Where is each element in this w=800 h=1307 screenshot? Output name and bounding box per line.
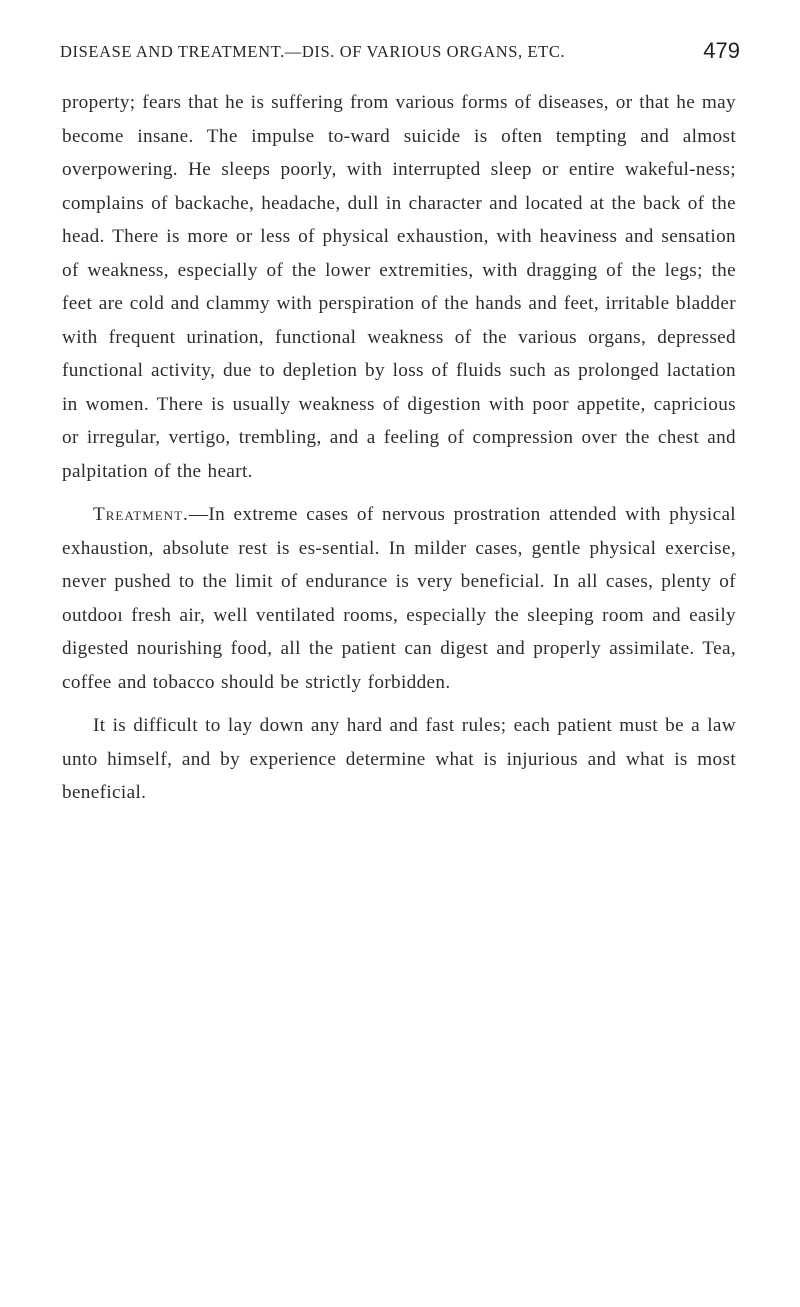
- treatment-text: —In extreme cases of nervous prostration attended with physical exhaustion, absolute rest is es-sential. In milder cases, gentle physical exercise, never pushed to the limit of endurance is very beneficial. In all cases, plenty of outdooı fresh air, well ventilated rooms, especially the sleeping room and easily digested nourishing food, all the patient can digest and properly assimilate. Tea, coffee and tobacco should be strictly forbidden.: [62, 504, 736, 693]
- treatment-heading: Treatment.: [93, 504, 189, 525]
- running-header: [60, 40, 740, 66]
- paragraph-symptoms: property; fears that he is suffering from various forms of diseases, or that he may become insane. The impulse to-ward suicide is often tempting and almost overpowering. He sleeps poorly, with interrupted sleep or entire wakeful-ness; complains of backache, headache, dull in character and located at the back of the head. There is more or less of physical exhaustion, with heaviness and sensation of weakness, especially of the lower extremities, with dragging of the legs; the feet are cold and clammy with perspiration of the hands and feet, irritable bladder with frequent urination, functional weakness of the various organs, depressed functional activity, due to depletion by loss of fluids such as prolonged lactation in women. There is usually weakness of digestion with poor appetite, capricious or irregular, vertigo, trembling, and a feeling of compression over the chest and palpitation of the heart.: [62, 92, 736, 482]
- running-title: DISEASE AND TREATMENT.—DIS. OF VARIOUS ORGANS, ETC.: [60, 42, 566, 61]
- body-text: [62, 86, 736, 810]
- paragraph-treatment: [62, 498, 736, 699]
- page-number: 479: [703, 38, 740, 63]
- paragraph-rules: It is difficult to lay down any hard and fast rules; each patient must be a law unto himself, and by experience determine what is injurious and what is most beneficial.: [62, 715, 736, 803]
